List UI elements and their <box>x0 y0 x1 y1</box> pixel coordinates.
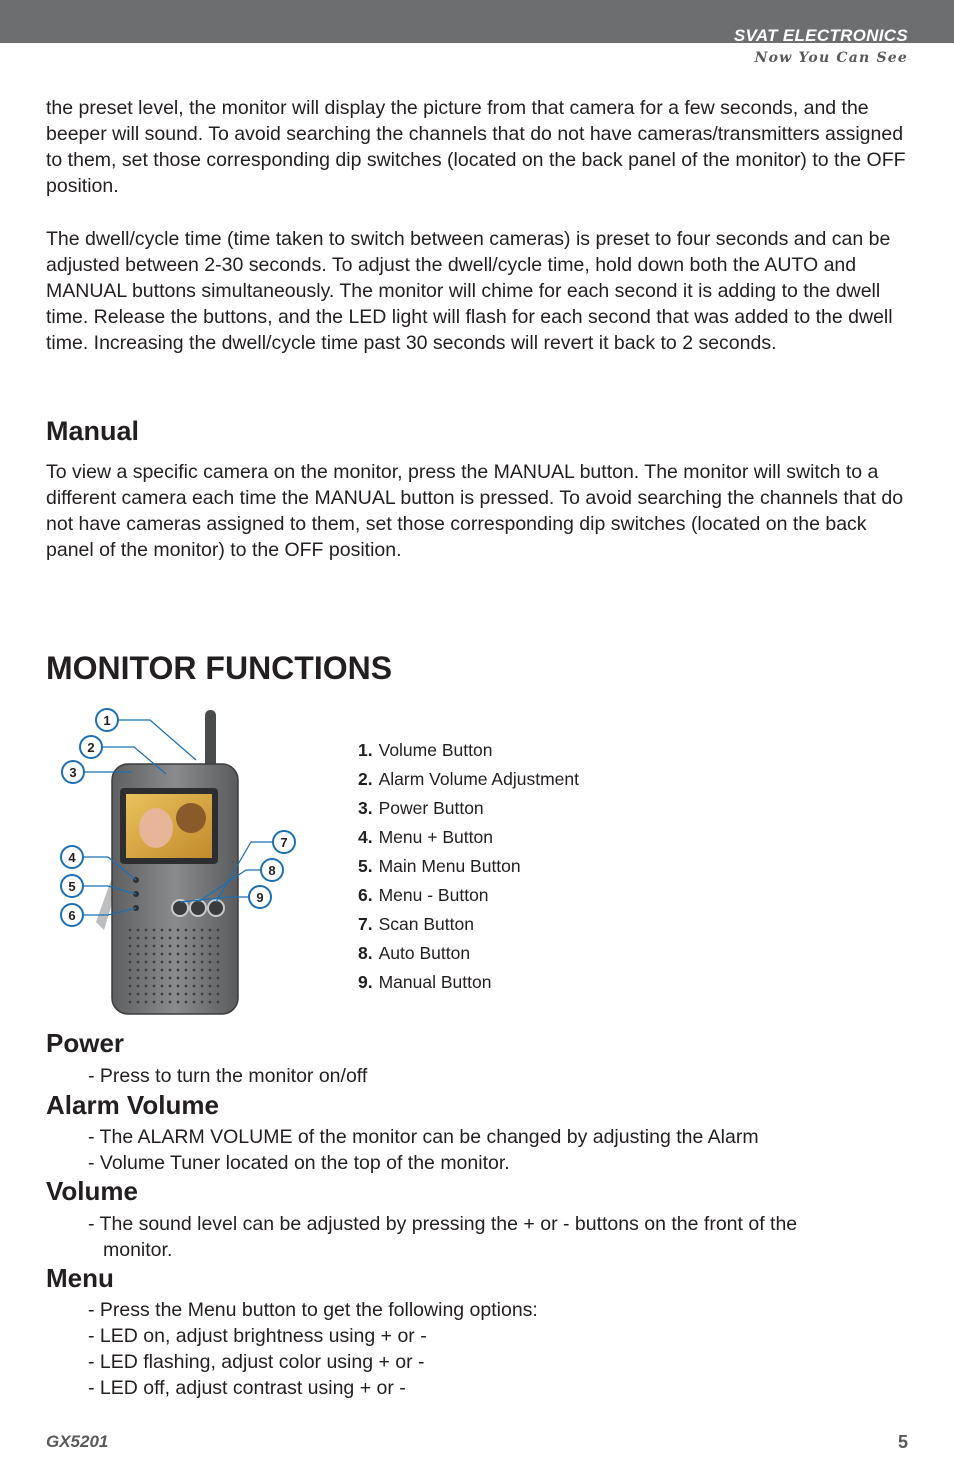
intro-paragraph-2: The dwell/cycle time (time taken to switch between cameras) is preset to four seconds and can be adjusted between 2-30 seconds. To adjust the dwell/cycle time, hold down both the AUTO and MANUAL buttons simultaneously. The monitor will chime for each second it is adding to the dwell time. Release the buttons, and the LED light will flash for each second that was added to the dwell time. Increasing the dwell/cycle time past 30 seconds will revert it back to 2 seconds. <box>46 228 893 354</box>
alarm-volume-line: - Volume Tuner located on the top of the monitor. <box>88 1152 510 1174</box>
menu-line: - LED off, adjust contrast using + or - <box>88 1377 406 1399</box>
legend-number: 6. <box>358 885 373 905</box>
monitor-device <box>96 710 238 1014</box>
legend-label: Auto Button <box>378 943 471 963</box>
legend-label: Volume Button <box>378 740 493 760</box>
volume-heading: Volume <box>46 1176 138 1206</box>
legend-number: 2. <box>358 769 373 789</box>
power-heading: Power <box>46 1028 125 1058</box>
callout-badge-8 <box>261 859 283 881</box>
brand-name: SVAT ELECTRONICS <box>733 26 908 45</box>
legend-item <box>358 881 579 910</box>
volume-line: - The sound level can be adjusted by pressing the + or - buttons on the front of the <box>88 1213 798 1235</box>
monitor-diagram <box>46 702 318 1020</box>
brand-tagline: Now You Can See <box>754 50 908 66</box>
legend-item <box>358 765 579 794</box>
legend-label: Menu - Button <box>378 885 489 905</box>
alarm-volume-line: - The ALARM VOLUME of the monitor can be changed by adjusting the Alarm <box>88 1126 759 1148</box>
callout-number: 2 <box>87 740 95 755</box>
legend-number: 1. <box>358 740 373 760</box>
callout-badge-2 <box>80 736 102 758</box>
legend-label: Scan Button <box>378 914 474 934</box>
callout-number: 9 <box>256 890 264 905</box>
legend-item <box>358 968 579 997</box>
callout-number: 1 <box>103 713 111 728</box>
menu-heading: Menu <box>46 1263 114 1293</box>
monitor-functions-heading: MONITOR FUNCTIONS <box>46 650 393 686</box>
legend-item <box>358 852 579 881</box>
legend-item <box>358 910 579 939</box>
callout-number: 4 <box>68 850 76 865</box>
intro-paragraph-1: the preset level, the monitor will display the picture from that camera for a few seconds, and the beeper will sound. To avoid searching the channels that do not have cameras/transmitters assigned to them, set those corresponding dip switches (located on the back panel of the monitor) to the OFF position. <box>46 97 906 197</box>
callout-number: 7 <box>280 835 288 850</box>
callout-badge-7 <box>273 831 295 853</box>
legend-item <box>358 736 579 765</box>
legend-number: 7. <box>358 914 373 934</box>
volume-line: monitor. <box>103 1239 173 1261</box>
legend-item <box>358 823 579 852</box>
footer-page-number: 5 <box>897 1432 908 1452</box>
legend-label: Menu + Button <box>378 827 493 847</box>
callout-number: 5 <box>68 879 76 894</box>
alarm-volume-heading: Alarm Volume <box>46 1090 219 1120</box>
menu-line: - LED flashing, adjust color using + or - <box>88 1351 425 1373</box>
callout-badge-1 <box>96 709 118 731</box>
callout-number: 6 <box>68 908 76 923</box>
legend-number: 9. <box>358 972 373 992</box>
callout-badge-3 <box>62 761 84 783</box>
menu-line: - Press the Menu button to get the following options: <box>88 1299 538 1321</box>
callout-number: 8 <box>268 863 276 878</box>
legend-label: Main Menu Button <box>378 856 521 876</box>
legend-label: Alarm Volume Adjustment <box>378 769 579 789</box>
menu-line: - LED on, adjust brightness using + or - <box>88 1325 427 1347</box>
manual-heading: Manual <box>46 416 140 446</box>
legend-number: 4. <box>358 827 373 847</box>
legend-number: 8. <box>358 943 373 963</box>
legend-number: 5. <box>358 856 373 876</box>
function-legend <box>358 736 579 997</box>
callout-badge-5 <box>61 875 83 897</box>
manual-paragraph: To view a specific camera on the monitor, press the MANUAL button. The monitor will switch to a different camera each time the MANUAL button is pressed. To avoid searching the channels that do not have cameras assigned to them, set those corresponding dip switches (located on the back panel of the monitor) to the OFF position. <box>46 461 904 561</box>
legend-label: Power Button <box>378 798 484 818</box>
footer-model-number: GX5201 <box>46 1432 109 1451</box>
legend-item <box>358 794 579 823</box>
callout-badge-6 <box>61 904 83 926</box>
legend-label: Manual Button <box>378 972 492 992</box>
callout-badge-9 <box>249 886 271 908</box>
power-line: - Press to turn the monitor on/off <box>88 1065 368 1087</box>
legend-item <box>358 939 579 968</box>
callout-number: 3 <box>69 765 77 780</box>
callout-badge-4 <box>61 846 83 868</box>
legend-number: 3. <box>358 798 373 818</box>
